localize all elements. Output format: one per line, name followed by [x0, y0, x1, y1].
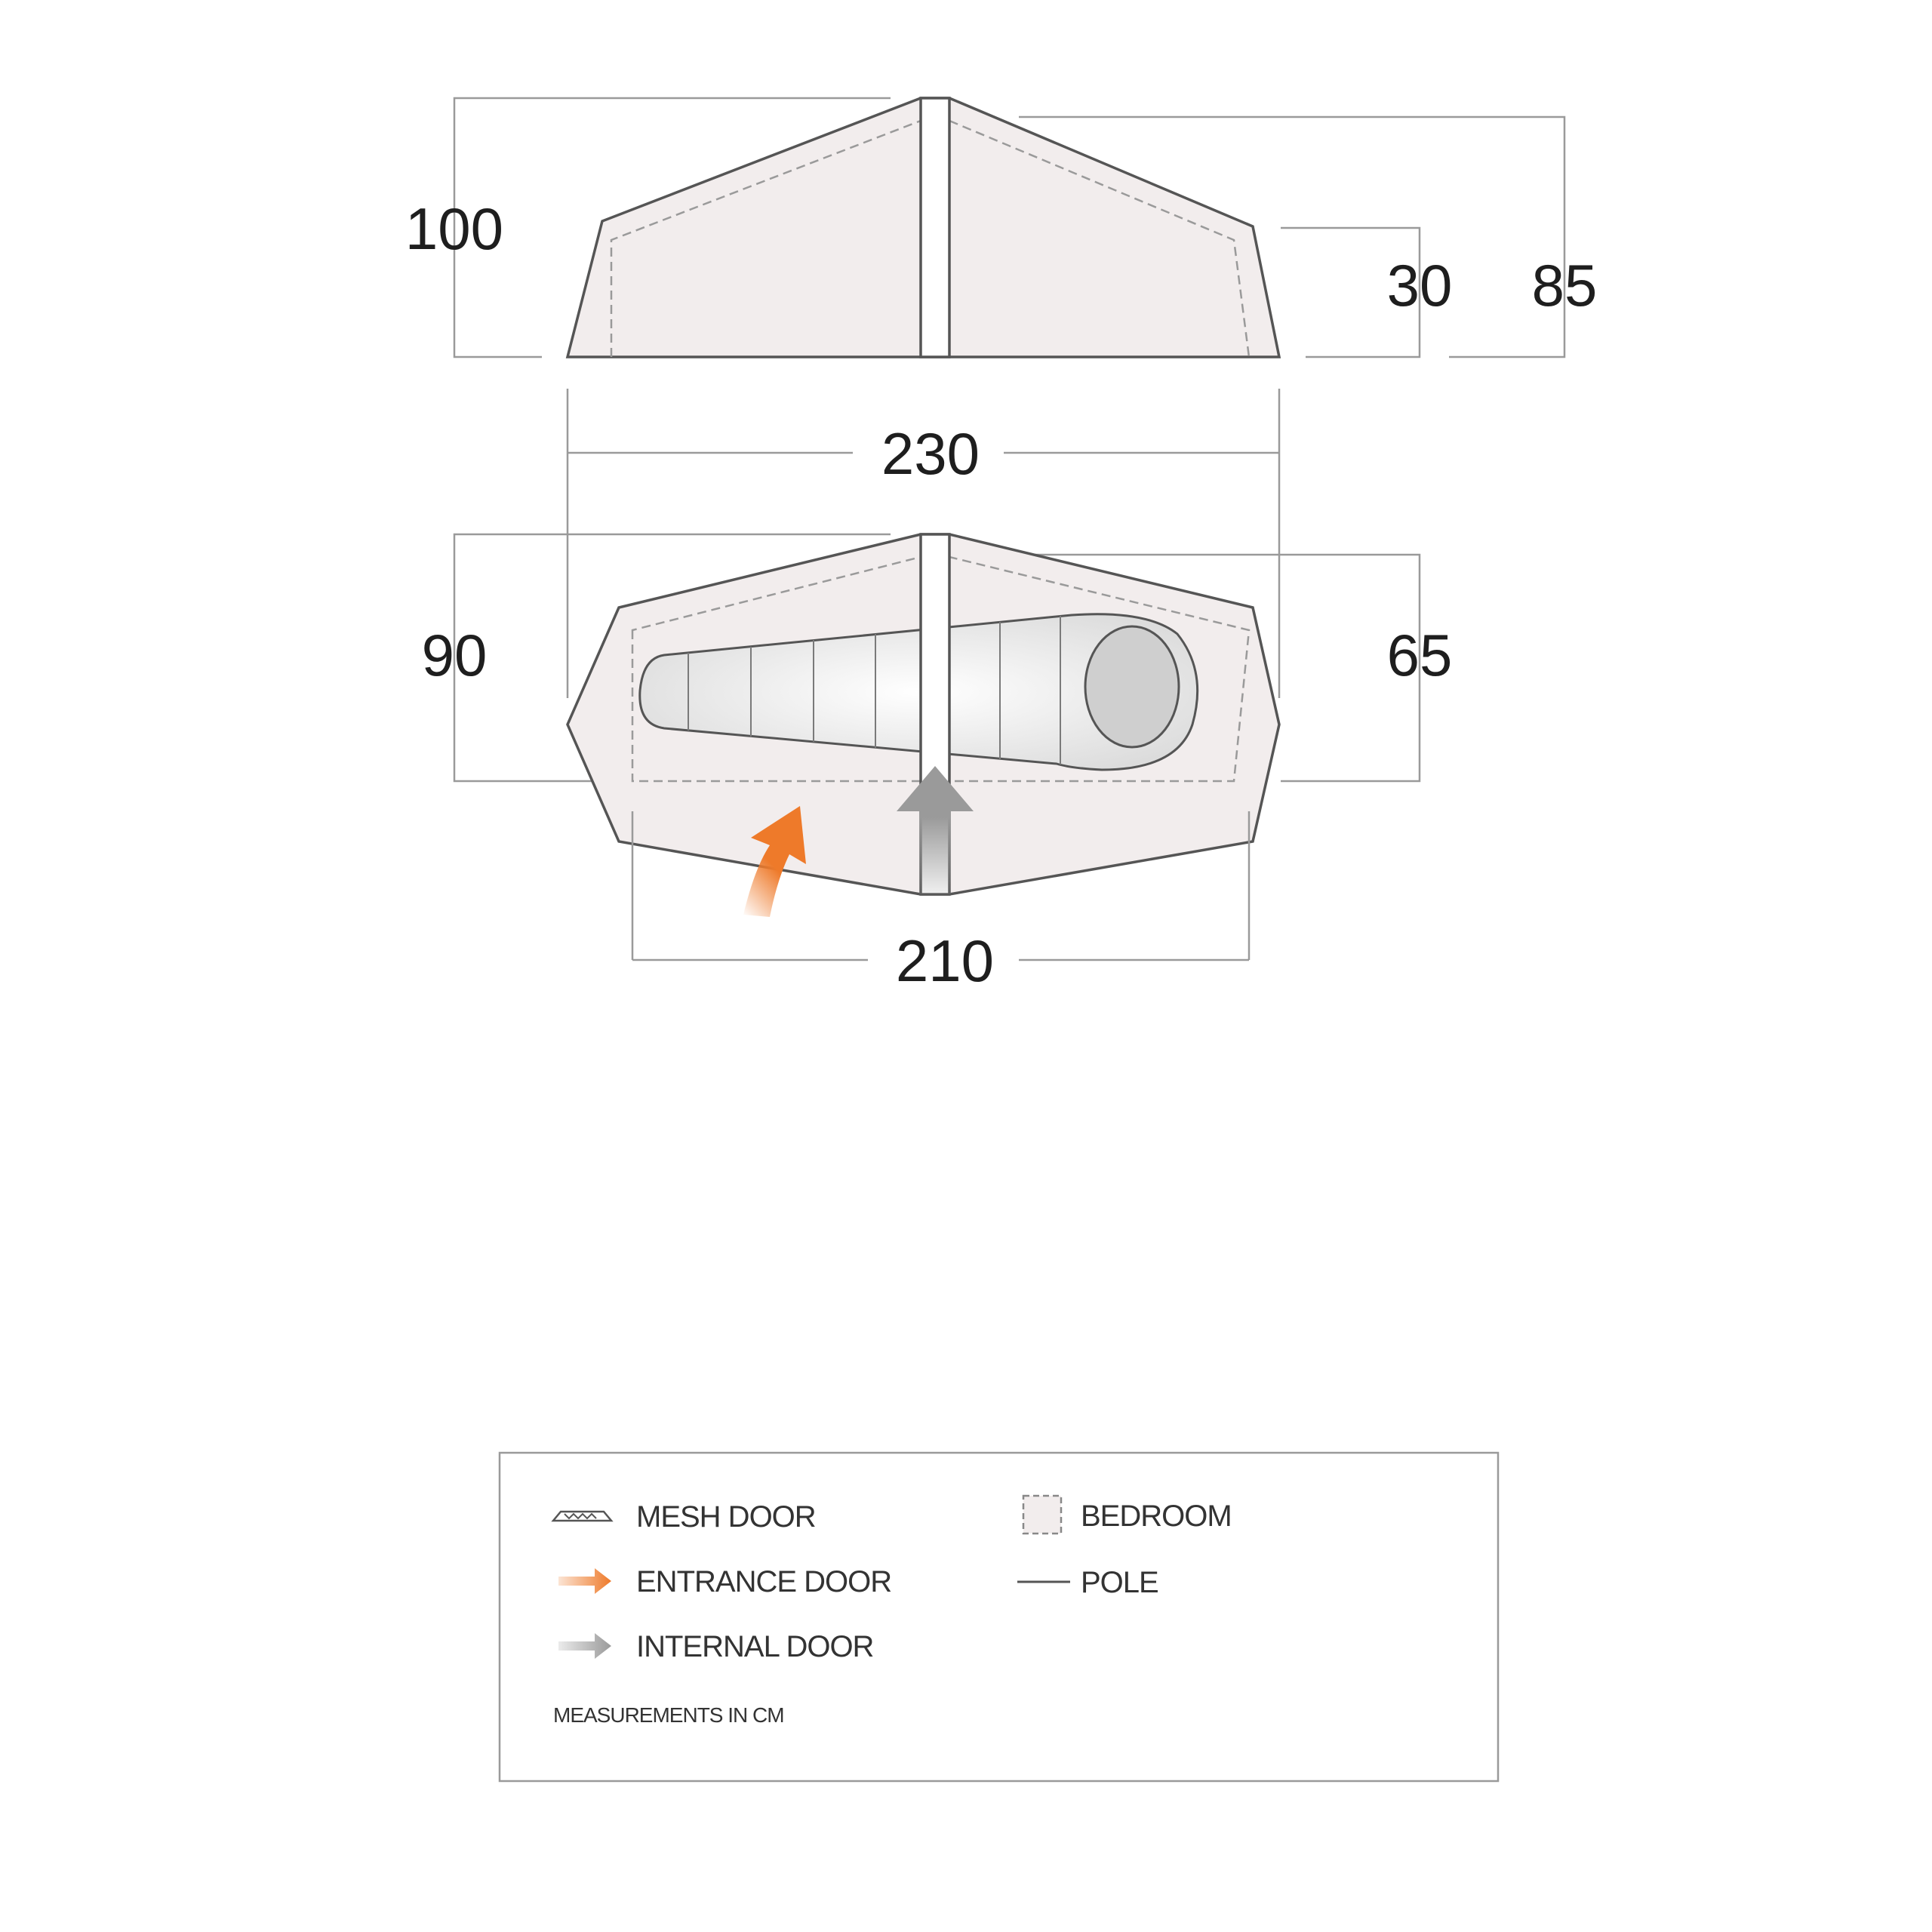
- legend: [500, 1453, 1498, 1781]
- legend-bedroom: BEDROOM: [1081, 1500, 1232, 1533]
- legend-pole: POLE: [1081, 1566, 1158, 1599]
- dim-length-inner: 210: [895, 928, 995, 994]
- dim-height-foot: 30: [1386, 252, 1453, 318]
- sleeping-bag-hood: [1085, 626, 1179, 747]
- plan-view: [422, 534, 1453, 994]
- dim-width-foot: 65: [1386, 622, 1453, 688]
- legend-mesh-door: MESH DOOR: [636, 1500, 816, 1534]
- side-view-pole: [921, 98, 949, 357]
- legend-internal-door: INTERNAL DOOR: [636, 1630, 874, 1663]
- dim-height-peak: 100: [405, 195, 504, 262]
- dim-width-outer: 90: [421, 622, 488, 688]
- dim-height-rear: 85: [1531, 252, 1598, 318]
- legend-entrance-door: ENTRANCE DOOR: [636, 1565, 892, 1598]
- bedroom-legend-icon: [1023, 1496, 1061, 1534]
- dim-length-outer: 230: [881, 420, 980, 487]
- mesh-door-icon: [553, 1512, 611, 1521]
- legend-measurements-note: MEASUREMENTS IN CM: [553, 1703, 784, 1727]
- side-view: [405, 98, 1597, 357]
